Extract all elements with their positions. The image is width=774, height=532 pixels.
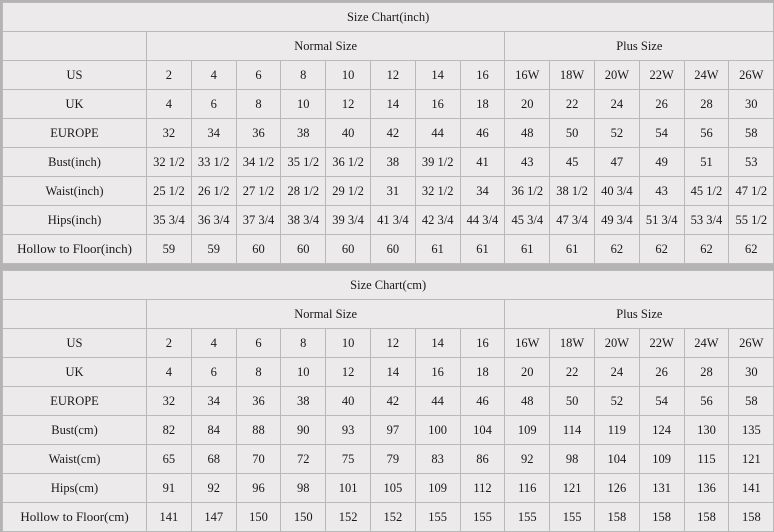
data-cell: 46: [460, 387, 505, 416]
data-cell: 2: [147, 61, 192, 90]
data-cell: 60: [326, 235, 371, 264]
data-cell: 39 3/4: [326, 206, 371, 235]
data-cell: 100: [415, 416, 460, 445]
data-cell: 34 1/2: [236, 148, 281, 177]
data-cell: 16: [460, 329, 505, 358]
data-cell: 35 3/4: [147, 206, 192, 235]
row-label: US: [3, 329, 147, 358]
data-cell: 16: [415, 90, 460, 119]
row-label: Waist(inch): [3, 177, 147, 206]
data-cell: 12: [326, 90, 371, 119]
data-cell: 58: [729, 387, 774, 416]
data-cell: 18W: [550, 329, 595, 358]
data-cell: 40 3/4: [594, 177, 639, 206]
data-cell: 141: [729, 474, 774, 503]
data-cell: 4: [191, 61, 236, 90]
data-cell: 44 3/4: [460, 206, 505, 235]
data-cell: 88: [236, 416, 281, 445]
data-cell: 92: [191, 474, 236, 503]
data-cell: 70: [236, 445, 281, 474]
data-cell: 26W: [729, 61, 774, 90]
data-cell: 32 1/2: [147, 148, 192, 177]
data-cell: 10: [326, 329, 371, 358]
data-cell: 14: [415, 61, 460, 90]
row-label: EUROPE: [3, 387, 147, 416]
data-cell: 8: [236, 90, 281, 119]
data-cell: 45 3/4: [505, 206, 550, 235]
data-cell: 135: [729, 416, 774, 445]
row-label: Bust(cm): [3, 416, 147, 445]
data-cell: 28 1/2: [281, 177, 326, 206]
data-cell: 28: [684, 90, 729, 119]
row-label: US: [3, 61, 147, 90]
data-cell: 41 3/4: [370, 206, 415, 235]
group-header-corner: [3, 32, 147, 61]
row-label: UK: [3, 358, 147, 387]
data-cell: 92: [505, 445, 550, 474]
data-cell: 34: [191, 119, 236, 148]
data-cell: 38: [370, 148, 415, 177]
group-header-normal: Normal Size: [147, 32, 505, 61]
group-header-row: [3, 300, 774, 329]
data-cell: 61: [505, 235, 550, 264]
data-cell: 158: [639, 503, 684, 532]
size-chart-table: [2, 2, 774, 264]
data-cell: 56: [684, 387, 729, 416]
data-cell: 58: [729, 119, 774, 148]
data-cell: 42: [370, 387, 415, 416]
data-cell: 158: [729, 503, 774, 532]
row-label: Hips(cm): [3, 474, 147, 503]
data-cell: 6: [236, 61, 281, 90]
row-label: Waist(cm): [3, 445, 147, 474]
data-cell: 45 1/2: [684, 177, 729, 206]
data-cell: 20: [505, 358, 550, 387]
data-cell: 72: [281, 445, 326, 474]
data-cell: 50: [550, 387, 595, 416]
data-cell: 6: [191, 358, 236, 387]
data-cell: 61: [550, 235, 595, 264]
table-row: [3, 206, 774, 235]
data-cell: 29 1/2: [326, 177, 371, 206]
data-cell: 150: [281, 503, 326, 532]
data-cell: 56: [684, 119, 729, 148]
data-cell: 155: [550, 503, 595, 532]
row-label: UK: [3, 90, 147, 119]
data-cell: 55 1/2: [729, 206, 774, 235]
data-cell: 37 3/4: [236, 206, 281, 235]
data-cell: 51: [684, 148, 729, 177]
data-cell: 105: [370, 474, 415, 503]
data-cell: 36 3/4: [191, 206, 236, 235]
data-cell: 10: [326, 61, 371, 90]
data-cell: 32: [147, 387, 192, 416]
data-cell: 109: [639, 445, 684, 474]
data-cell: 38: [281, 119, 326, 148]
row-label: EUROPE: [3, 119, 147, 148]
chart-title: Size Chart(cm): [3, 271, 774, 300]
data-cell: 104: [594, 445, 639, 474]
data-cell: 97: [370, 416, 415, 445]
data-cell: 32 1/2: [415, 177, 460, 206]
data-cell: 42: [370, 119, 415, 148]
data-cell: 155: [415, 503, 460, 532]
data-cell: 41: [460, 148, 505, 177]
row-label: Bust(inch): [3, 148, 147, 177]
data-cell: 68: [191, 445, 236, 474]
table-row: [3, 177, 774, 206]
data-cell: 44: [415, 119, 460, 148]
size-chart-block-1: [2, 270, 764, 532]
data-cell: 35 1/2: [281, 148, 326, 177]
data-cell: 141: [147, 503, 192, 532]
table-row: [3, 503, 774, 532]
group-header-normal: Normal Size: [147, 300, 505, 329]
data-cell: 155: [460, 503, 505, 532]
data-cell: 46: [460, 119, 505, 148]
data-cell: 16: [460, 61, 505, 90]
data-cell: 38 1/2: [550, 177, 595, 206]
data-cell: 38 3/4: [281, 206, 326, 235]
data-cell: 4: [147, 90, 192, 119]
data-cell: 44: [415, 387, 460, 416]
data-cell: 31: [370, 177, 415, 206]
data-cell: 43: [639, 177, 684, 206]
data-cell: 65: [147, 445, 192, 474]
data-cell: 152: [326, 503, 371, 532]
data-cell: 84: [191, 416, 236, 445]
data-cell: 43: [505, 148, 550, 177]
table-row: [3, 445, 774, 474]
data-cell: 83: [415, 445, 460, 474]
data-cell: 45: [550, 148, 595, 177]
data-cell: 33 1/2: [191, 148, 236, 177]
chart-title-row: [3, 271, 774, 300]
data-cell: 62: [729, 235, 774, 264]
group-header-row: [3, 32, 774, 61]
data-cell: 61: [460, 235, 505, 264]
data-cell: 14: [370, 90, 415, 119]
group-header-plus: Plus Size: [505, 300, 774, 329]
data-cell: 93: [326, 416, 371, 445]
data-cell: 109: [415, 474, 460, 503]
data-cell: 12: [370, 329, 415, 358]
data-cell: 24: [594, 90, 639, 119]
data-cell: 124: [639, 416, 684, 445]
data-cell: 60: [236, 235, 281, 264]
size-chart-page: [0, 2, 768, 532]
data-cell: 131: [639, 474, 684, 503]
data-cell: 22W: [639, 329, 684, 358]
data-cell: 26: [639, 90, 684, 119]
data-cell: 116: [505, 474, 550, 503]
data-cell: 26W: [729, 329, 774, 358]
group-header-corner: [3, 300, 147, 329]
table-row: [3, 387, 774, 416]
data-cell: 130: [684, 416, 729, 445]
data-cell: 40: [326, 387, 371, 416]
data-cell: 26: [639, 358, 684, 387]
data-cell: 104: [460, 416, 505, 445]
data-cell: 8: [236, 358, 281, 387]
data-cell: 25 1/2: [147, 177, 192, 206]
data-cell: 62: [594, 235, 639, 264]
data-cell: 30: [729, 90, 774, 119]
data-cell: 6: [191, 90, 236, 119]
data-cell: 28: [684, 358, 729, 387]
data-cell: 36: [236, 119, 281, 148]
data-cell: 42 3/4: [415, 206, 460, 235]
data-cell: 90: [281, 416, 326, 445]
table-row: [3, 358, 774, 387]
data-cell: 20W: [594, 329, 639, 358]
data-cell: 34: [191, 387, 236, 416]
data-cell: 121: [729, 445, 774, 474]
data-cell: 2: [147, 329, 192, 358]
data-cell: 59: [147, 235, 192, 264]
data-cell: 12: [370, 61, 415, 90]
data-cell: 54: [639, 119, 684, 148]
data-cell: 52: [594, 387, 639, 416]
size-chart-block-0: [2, 2, 768, 264]
data-cell: 147: [191, 503, 236, 532]
table-row: [3, 416, 774, 445]
chart-title: Size Chart(inch): [3, 3, 774, 32]
data-cell: 112: [460, 474, 505, 503]
data-cell: 52: [594, 119, 639, 148]
data-cell: 82: [147, 416, 192, 445]
data-cell: 8: [281, 61, 326, 90]
data-cell: 12: [326, 358, 371, 387]
data-cell: 10: [281, 358, 326, 387]
table-row: [3, 148, 774, 177]
data-cell: 49: [639, 148, 684, 177]
data-cell: 61: [415, 235, 460, 264]
row-label: Hips(inch): [3, 206, 147, 235]
data-cell: 62: [684, 235, 729, 264]
data-cell: 158: [684, 503, 729, 532]
data-cell: 53: [729, 148, 774, 177]
data-cell: 16W: [505, 61, 550, 90]
data-cell: 18: [460, 90, 505, 119]
data-cell: 32: [147, 119, 192, 148]
table-row: [3, 119, 774, 148]
data-cell: 155: [505, 503, 550, 532]
data-cell: 36: [236, 387, 281, 416]
data-cell: 98: [281, 474, 326, 503]
data-cell: 47 3/4: [550, 206, 595, 235]
data-cell: 60: [281, 235, 326, 264]
data-cell: 30: [729, 358, 774, 387]
data-cell: 14: [370, 358, 415, 387]
data-cell: 20W: [594, 61, 639, 90]
table-row: [3, 329, 774, 358]
data-cell: 47 1/2: [729, 177, 774, 206]
data-cell: 18W: [550, 61, 595, 90]
size-chart-table: [2, 270, 774, 532]
data-cell: 152: [370, 503, 415, 532]
data-cell: 119: [594, 416, 639, 445]
data-cell: 62: [639, 235, 684, 264]
data-cell: 98: [550, 445, 595, 474]
data-cell: 18: [460, 358, 505, 387]
data-cell: 40: [326, 119, 371, 148]
data-cell: 22W: [639, 61, 684, 90]
group-header-plus: Plus Size: [505, 32, 774, 61]
data-cell: 158: [594, 503, 639, 532]
data-cell: 27 1/2: [236, 177, 281, 206]
data-cell: 126: [594, 474, 639, 503]
data-cell: 4: [191, 329, 236, 358]
data-cell: 4: [147, 358, 192, 387]
data-cell: 48: [505, 387, 550, 416]
data-cell: 121: [550, 474, 595, 503]
data-cell: 16W: [505, 329, 550, 358]
data-cell: 24W: [684, 61, 729, 90]
data-cell: 36 1/2: [326, 148, 371, 177]
table-row: [3, 474, 774, 503]
data-cell: 114: [550, 416, 595, 445]
data-cell: 91: [147, 474, 192, 503]
data-cell: 96: [236, 474, 281, 503]
data-cell: 49 3/4: [594, 206, 639, 235]
data-cell: 26 1/2: [191, 177, 236, 206]
data-cell: 14: [415, 329, 460, 358]
data-cell: 34: [460, 177, 505, 206]
data-cell: 59: [191, 235, 236, 264]
data-cell: 20: [505, 90, 550, 119]
data-cell: 150: [236, 503, 281, 532]
data-cell: 109: [505, 416, 550, 445]
data-cell: 36 1/2: [505, 177, 550, 206]
data-cell: 60: [370, 235, 415, 264]
data-cell: 24W: [684, 329, 729, 358]
data-cell: 136: [684, 474, 729, 503]
data-cell: 48: [505, 119, 550, 148]
data-cell: 8: [281, 329, 326, 358]
data-cell: 54: [639, 387, 684, 416]
data-cell: 101: [326, 474, 371, 503]
data-cell: 79: [370, 445, 415, 474]
data-cell: 47: [594, 148, 639, 177]
data-cell: 51 3/4: [639, 206, 684, 235]
table-row: [3, 235, 774, 264]
data-cell: 39 1/2: [415, 148, 460, 177]
data-cell: 53 3/4: [684, 206, 729, 235]
row-label: Hollow to Floor(cm): [3, 503, 147, 532]
chart-title-row: [3, 3, 774, 32]
data-cell: 24: [594, 358, 639, 387]
data-cell: 86: [460, 445, 505, 474]
data-cell: 22: [550, 358, 595, 387]
data-cell: 10: [281, 90, 326, 119]
data-cell: 50: [550, 119, 595, 148]
data-cell: 115: [684, 445, 729, 474]
data-cell: 75: [326, 445, 371, 474]
data-cell: 22: [550, 90, 595, 119]
data-cell: 6: [236, 329, 281, 358]
table-row: [3, 90, 774, 119]
table-row: [3, 61, 774, 90]
data-cell: 38: [281, 387, 326, 416]
data-cell: 16: [415, 358, 460, 387]
row-label: Hollow to Floor(inch): [3, 235, 147, 264]
